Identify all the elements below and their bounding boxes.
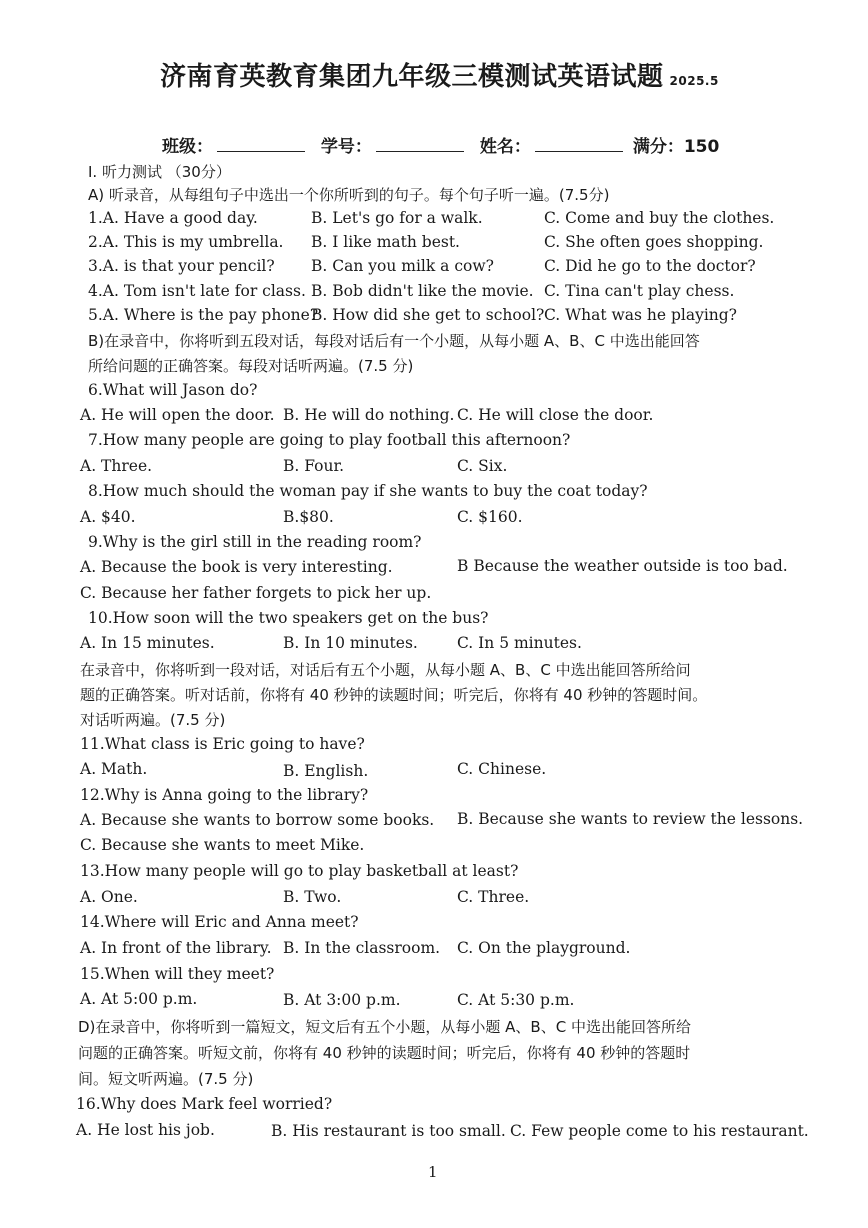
- q16-option-c: C. Few people come to his restaurant.: [510, 1122, 809, 1140]
- q15-option-b: B. At 3:00 p.m.: [283, 991, 401, 1009]
- q15-option-c: C. At 5:30 p.m.: [457, 991, 575, 1009]
- q1-option-b: B. Let's go for a walk.: [311, 209, 483, 227]
- q8-option-b: B.$80.: [283, 508, 334, 526]
- q6-option-a: A. He will open the door.: [80, 406, 275, 424]
- q12-question: 12.Why is Anna going to the library?: [80, 786, 369, 804]
- q14-option-b: B. In the classroom.: [283, 939, 441, 957]
- q6-option-c: C. He will close the door.: [457, 406, 654, 424]
- q12-option-c: C. Because she wants to meet Mike.: [80, 836, 365, 854]
- q2-option-a: 2.A. This is my umbrella.: [88, 233, 284, 251]
- q8-option-a: A. $40.: [80, 508, 136, 526]
- q6-option-b: B. He will do nothing.: [283, 406, 455, 424]
- partC-instruction-2: 题的正确答案。听对话前，你将有 40 秒钟的读题时间；听完后，你将有 40 秒钟的答题时间。: [80, 686, 708, 704]
- q7-option-a: A. Three.: [80, 457, 153, 475]
- name-label: 姓名：: [479, 137, 531, 157]
- partB-instruction-2: 所给问题的正确答案。每段对话听两遍。(7.5 分): [88, 357, 414, 375]
- exam-title: [160, 56, 719, 93]
- name-blank[interactable]: [535, 137, 623, 152]
- q9-question: 9.Why is the girl still in the reading room?: [88, 533, 422, 551]
- q11-question: 11.What class is Eric going to have?: [80, 735, 365, 753]
- q14-option-a: A. In front of the library.: [80, 939, 272, 957]
- q13-option-a: A. One.: [80, 888, 138, 906]
- q12-option-b: B. Because she wants to review the lessons.: [457, 810, 804, 828]
- partB-instruction-1: B)在录音中，你将听到五段对话，每段对话后有一个小题，从每小题 A、B、C 中选出能回答: [88, 332, 700, 350]
- q5-option-b: B. How did she get to school?: [311, 306, 545, 324]
- partC-instruction-3: 对话听两遍。(7.5 分): [80, 711, 226, 729]
- q9-option-a: A. Because the book is very interesting.: [80, 558, 393, 576]
- q13-option-c: C. Three.: [457, 888, 530, 906]
- q5-option-c: C. What was he playing?: [544, 306, 737, 324]
- q4-option-a: 4.A. Tom isn't late for class.: [88, 282, 306, 300]
- q4-option-b: B. Bob didn't like the movie.: [311, 282, 534, 300]
- q16-option-b: B. His restaurant is too small.: [271, 1122, 506, 1140]
- partA-instruction: A) 听录音，从每组句子中选出一个你所听到的句子。每个句子听一遍。(7.5分): [88, 186, 610, 204]
- q12-option-a: A. Because she wants to borrow some books.: [80, 811, 435, 829]
- q9-option-b: B Because the weather outside is too bad.: [457, 557, 788, 575]
- q13-question: 13.How many people will go to play basketball at least?: [80, 862, 519, 880]
- student-info-row: [162, 132, 719, 157]
- q1-option-c: C. Come and buy the clothes.: [544, 209, 775, 227]
- q16-option-a: A. He lost his job.: [76, 1121, 215, 1139]
- q7-option-c: C. Six.: [457, 457, 508, 475]
- q14-option-c: C. On the playground.: [457, 939, 631, 957]
- q11-option-c: C. Chinese.: [457, 760, 547, 778]
- id-label: 学号：: [320, 137, 372, 157]
- q9-option-c: C. Because her father forgets to pick her up.: [80, 584, 432, 602]
- page-number: 1: [428, 1163, 438, 1181]
- q10-question: 10.How soon will the two speakers get on the bus?: [88, 609, 489, 627]
- q14-question: 14.Where will Eric and Anna meet?: [80, 913, 359, 931]
- q11-option-a: A. Math.: [80, 760, 148, 778]
- q7-question: 7.How many people are going to play football this afternoon?: [88, 431, 571, 449]
- q3-option-b: B. Can you milk a cow?: [311, 257, 494, 275]
- class-label: 班级：: [162, 137, 213, 157]
- q15-question: 15.When will they meet?: [80, 965, 275, 983]
- title-text: 济南育英教育集团九年级三模测试英语试题: [160, 62, 664, 92]
- partD-instruction-1: D)在录音中，你将听到一篇短文，短文后有五个小题，从每小题 A、B、C 中选出能回答所给: [78, 1018, 691, 1036]
- id-blank[interactable]: [376, 137, 464, 152]
- partD-instruction-3: 间。短文听两遍。(7.5 分): [78, 1070, 254, 1088]
- q6-question: 6.What will Jason do?: [88, 381, 258, 399]
- q2-option-b: B. I like math best.: [311, 233, 460, 251]
- q10-option-c: C. In 5 minutes.: [457, 634, 582, 652]
- class-blank[interactable]: [217, 137, 305, 152]
- q10-option-a: A. In 15 minutes.: [80, 634, 215, 652]
- q8-option-c: C. $160.: [457, 508, 523, 526]
- q16-question: 16.Why does Mark feel worried?: [76, 1095, 333, 1113]
- q3-option-a: 3.A. is that your pencil?: [88, 257, 275, 275]
- q15-option-a: A. At 5:00 p.m.: [80, 990, 198, 1008]
- q13-option-b: B. Two.: [283, 888, 342, 906]
- q7-option-b: B. Four.: [283, 457, 345, 475]
- q3-option-c: C. Did he go to the doctor?: [544, 257, 756, 275]
- q10-option-b: B. In 10 minutes.: [283, 634, 418, 652]
- partC-instruction-1: 在录音中，你将听到一段对话，对话后有五个小题，从每小题 A、B、C 中选出能回答所给问: [80, 661, 691, 679]
- q5-option-a: 5.A. Where is the pay phone?: [88, 306, 319, 324]
- q4-option-c: C. Tina can't play chess.: [544, 282, 735, 300]
- score-label: 满分：150: [632, 137, 720, 157]
- q8-question: 8.How much should the woman pay if she wants to buy the coat today?: [88, 482, 648, 500]
- section-heading: I. 听力测试 （30分）: [88, 163, 231, 181]
- partD-instruction-2: 问题的正确答案。听短文前，你将有 40 秒钟的读题时间；听完后，你将有 40 秒钟的答题时: [78, 1044, 691, 1062]
- exam-date: 2025.5: [669, 74, 719, 88]
- q1-option-a: 1.A. Have a good day.: [88, 209, 258, 227]
- q11-option-b: B. English.: [283, 762, 369, 780]
- q2-option-c: C. She often goes shopping.: [544, 233, 764, 251]
